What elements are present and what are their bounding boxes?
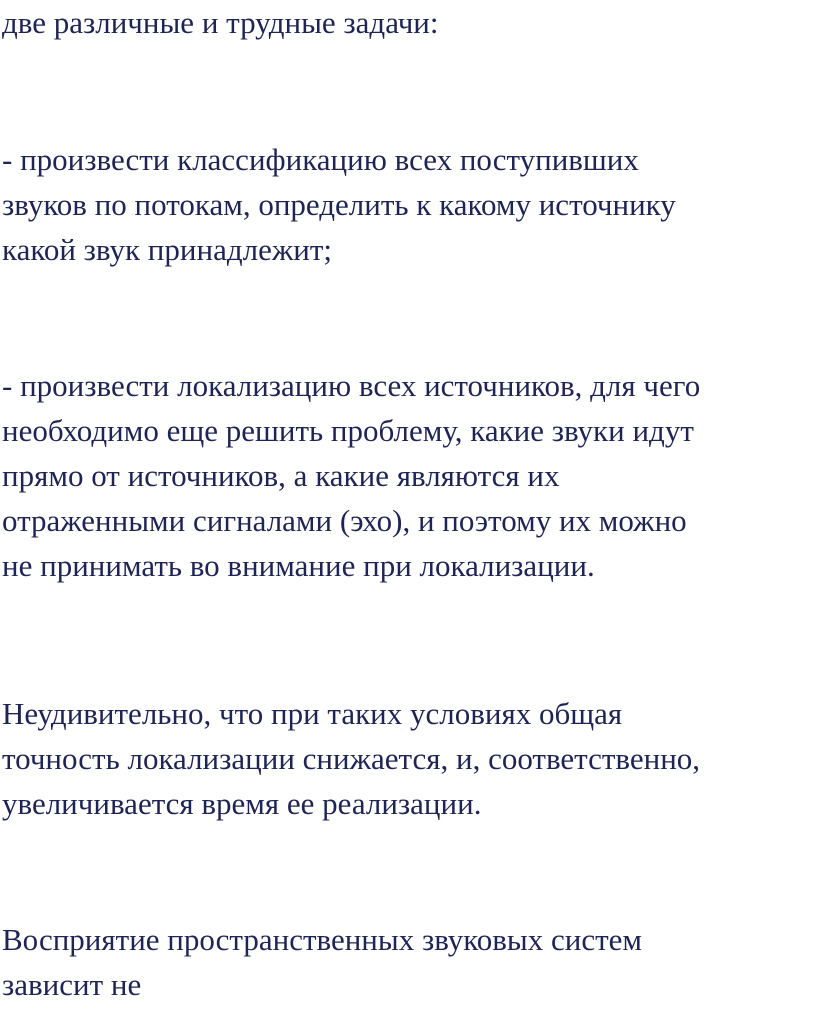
text-line: необходимо еще решить проблему, какие звуки идут bbox=[2, 413, 694, 448]
paragraph-task-localization bbox=[2, 363, 812, 588]
text-line: Неудивительно, что при таких условиях общая bbox=[2, 696, 623, 731]
text-line: две различные и трудные задачи: bbox=[2, 5, 439, 40]
paragraph-task-classification bbox=[2, 137, 812, 272]
text-line: зависит не bbox=[2, 967, 142, 1002]
text-line: не принимать во внимание при локализации. bbox=[2, 548, 595, 583]
text-line: прямо от источников, а какие являются их bbox=[2, 458, 560, 493]
text-line: точность локализации снижается, и, соответственно, bbox=[2, 741, 701, 776]
text-line: какой звук принадлежит; bbox=[2, 232, 333, 267]
text-line: звуков по потокам, определить к какому источнику bbox=[2, 187, 676, 222]
text-line: - произвести локализацию всех источников, для чего bbox=[2, 368, 701, 403]
text-line: Восприятие пространственных звуковых систем bbox=[2, 922, 643, 957]
paragraph-perception bbox=[2, 917, 812, 1007]
text-line: увеличивается время ее реализации. bbox=[2, 786, 482, 821]
paragraph-conclusion bbox=[2, 691, 812, 826]
text-line: - произвести классификацию всех поступивших bbox=[2, 142, 639, 177]
paragraph-intro bbox=[2, 0, 812, 45]
text-line: отраженными сигналами (эхо), и поэтому их можно bbox=[2, 503, 687, 538]
